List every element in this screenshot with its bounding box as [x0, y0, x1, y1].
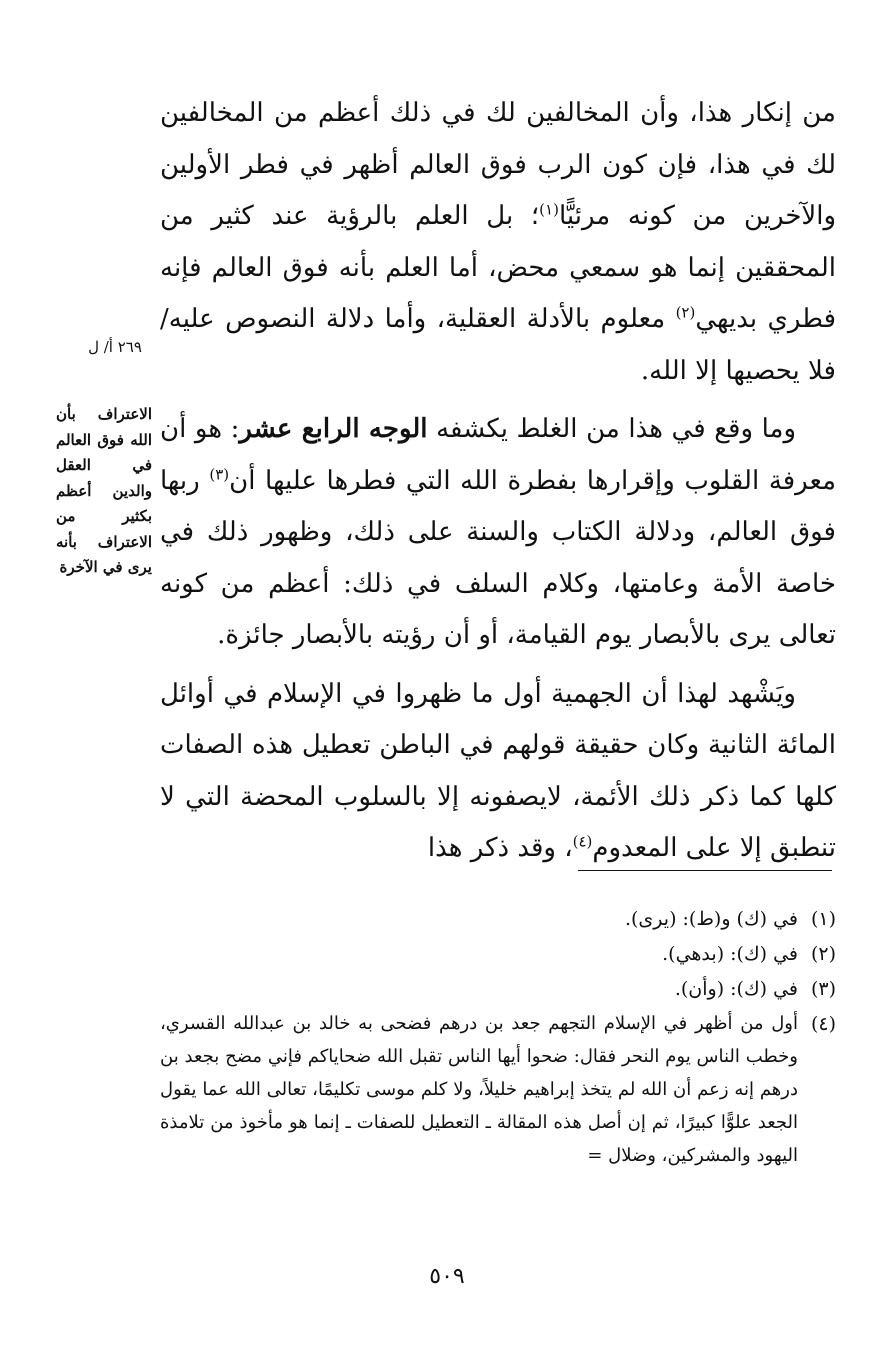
- footnote-number: (٣): [810, 978, 836, 1000]
- page-number: ٥٠٩: [429, 1264, 465, 1289]
- footnote-number: (٢): [810, 943, 836, 965]
- footnote-number: (٤): [810, 1013, 836, 1035]
- paragraph-2-text-c: ربها فوق العالم، ودلالة الكتاب والسنة على ذلك، وظهور ذلك في خاصة الأمة وعامتها، وكلام السلف في ذلك: أعظم من كونه تعالى يرى بالأبصار يوم القيامة، أو أن رؤيته بالأبصار جائزة.: [160, 465, 836, 650]
- paragraph-3: [160, 669, 836, 875]
- paragraph-2-text-b: : هو أن معرفة القلوب وإقرارها بفطرة الله التي فطرها عليها أن: [160, 414, 837, 496]
- footnote-ref-1[interactable]: (١): [539, 200, 559, 219]
- footnotes: [160, 902, 836, 1172]
- section-heading-inline: الوجه الرابع عشر: [239, 414, 428, 444]
- paragraph-1-text-c: معلوم بالأدلة العقلية، وأما دلالة النصوص عليه/ فلا يحصيها إلا الله.: [160, 304, 836, 386]
- footnote-text: أول من أظهر في الإسلام التجهم جعد بن درهم فضحى به خالد بن عبدالله القسري، وخطب الناس يوم النحر فقال: ضحوا أيها الناس تقبل الله ضحاياكم فإني مضح بجعد بن درهم إنه زعم أن الله لم يتخذ إبراهيم خليلاً، ولا كلم موسى تكليمًا، تعالى الله عما يقول الجعد علوًّا كبيرًا، ثم إن أصل هذه المقالة ـ التعطيل للصفات ـ إنما هو مأخوذ من تلامذة اليهود والمشركين، وضلال =: [160, 1013, 798, 1166]
- footnote-ref-2[interactable]: (٢): [675, 303, 696, 322]
- footnote-text: في (ك): (بدهي).: [662, 943, 798, 965]
- footnote-item: [160, 972, 836, 1007]
- footnote-number: (١): [810, 908, 836, 930]
- margin-summary-note: الاعتراف بأن الله فوق العالم في العقل والدين أعظم بكثير من الاعتراف بأنه يرى في الآخرة: [56, 405, 152, 576]
- footnote-item: [160, 937, 836, 972]
- paragraph-3-text: ويَشْهد لهذا أن الجهمية أول ما ظهروا في الإسلام في أوائل المائة الثانية وكان حقيقة قولهم في الباطن تعطيل هذه الصفات كلها كما ذكر ذلك الأئمة، لايصفونه إلا بالسلوب المحضة التي لا تنطبق إلا على المعدوم: [160, 678, 836, 863]
- paragraph-1-text-b: ؛ بل العلم بالرؤية عند كثير من المحققين إنما هو سمعي محض، أما العلم بأنه فوق العالم فإنه فطري بديهي: [160, 201, 836, 334]
- footnote-text: في (ك): (وأن).: [674, 978, 798, 1000]
- footnote-text: في (ك) و(ط): (يرى).: [624, 908, 798, 930]
- footnote-item: [160, 1007, 836, 1172]
- main-text: [160, 88, 836, 875]
- paragraph-1: [160, 88, 836, 397]
- footnote-ref-3[interactable]: (٣): [209, 464, 230, 483]
- paragraph-2-text: وما وقع في هذا من الغلط يكشفه: [427, 414, 797, 444]
- paragraph-2: [160, 404, 836, 662]
- footnote-item: [160, 902, 836, 937]
- footnote-separator: [578, 870, 832, 871]
- paragraph-1-text: من إنكار هذا، وأن المخالفين لك في ذلك أعظم من المخالفين لك في هذا، فإن كون الرب فوق العالم أظهر في فطر الأولين والآخرين من كونه مرئيًّا: [160, 98, 836, 231]
- paragraph-3-text-b: ، وقد ذكر هذا: [427, 833, 573, 863]
- manuscript-folio-ref: ٢٦٩ أ/ ل: [88, 338, 142, 356]
- footnote-ref-4[interactable]: (٤): [572, 832, 593, 851]
